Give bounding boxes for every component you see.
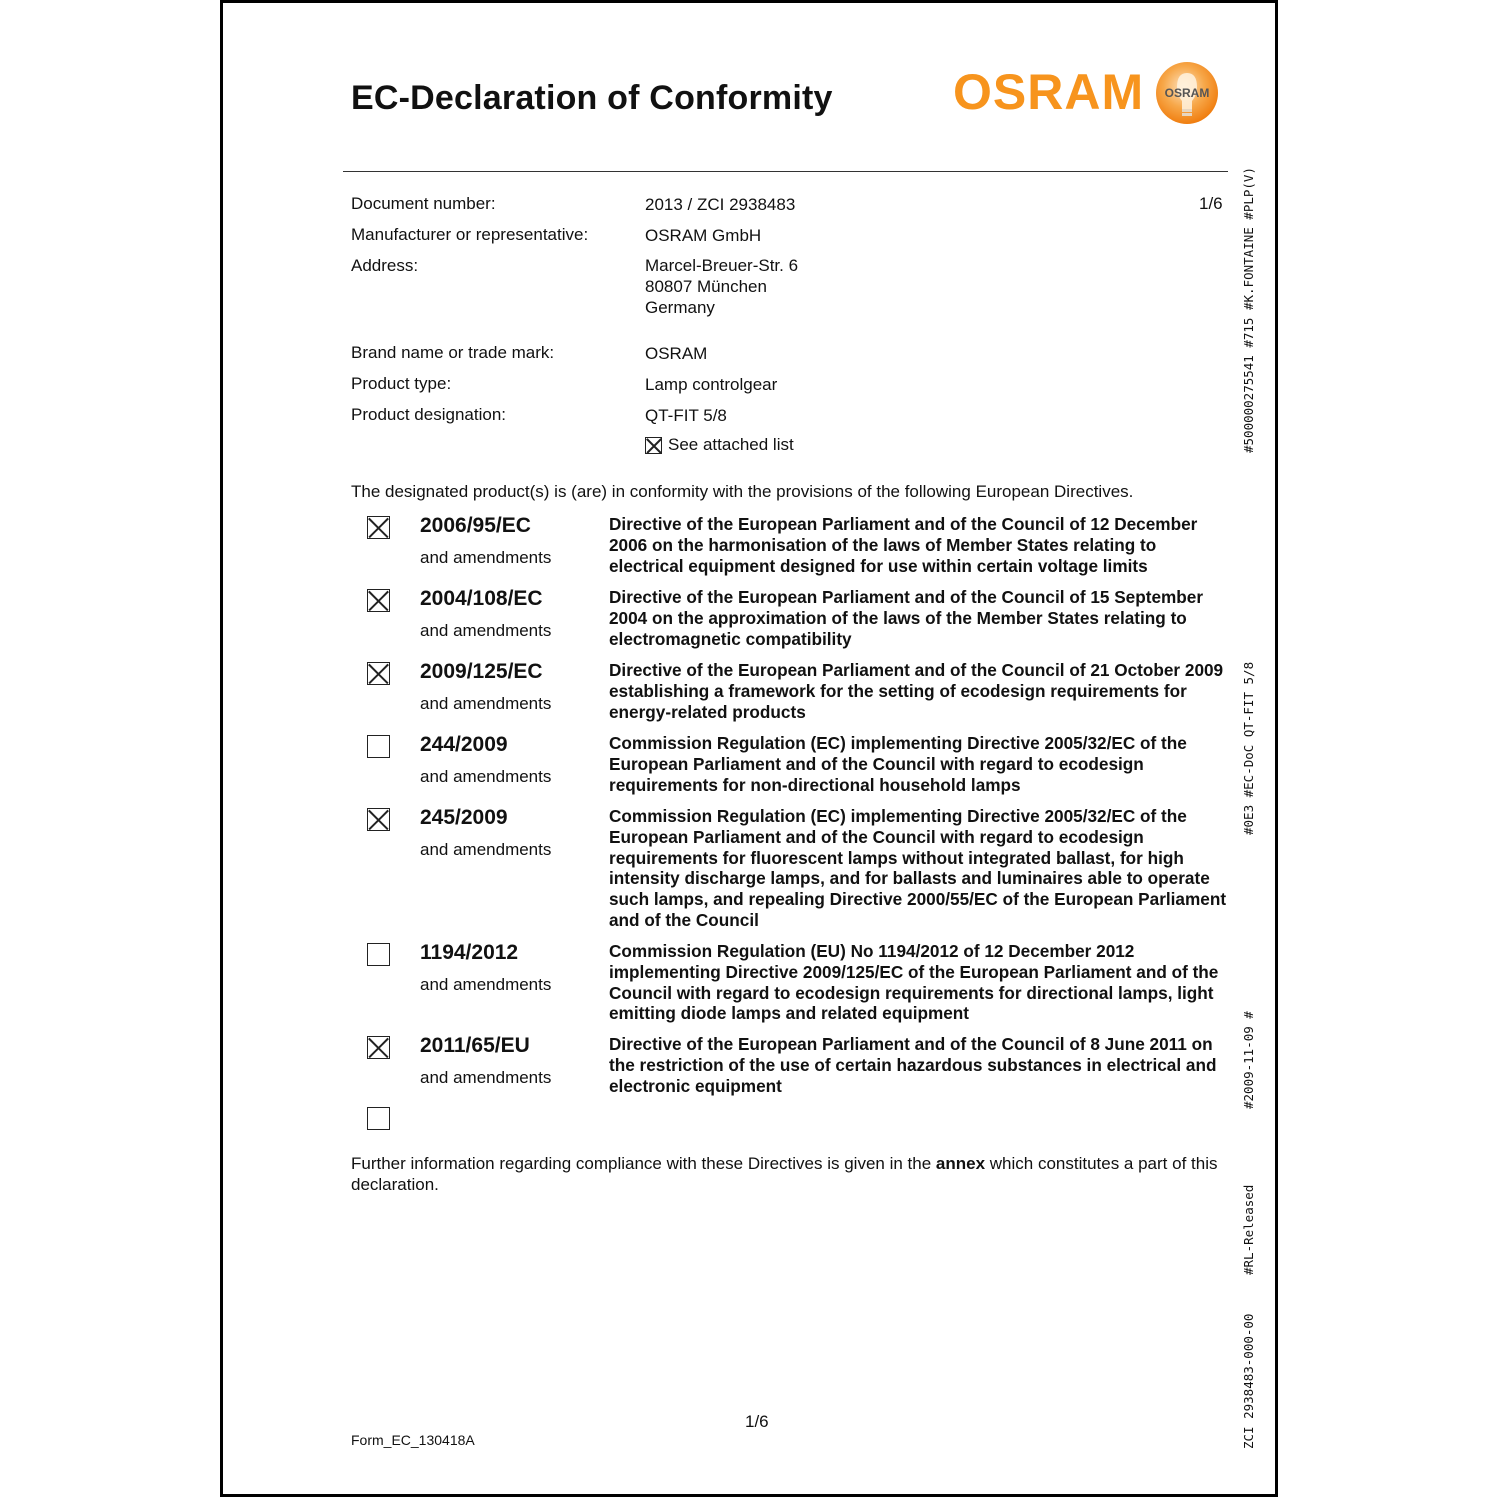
page-number: 1/6 [745, 1412, 769, 1431]
side-stamp-doc: #0E3 #EC-DoC QT-FIT 5/8 [1241, 661, 1256, 835]
address-line-street: Marcel-Breuer-Str. 6 [645, 256, 799, 275]
directive-amendments: and amendments [420, 1068, 552, 1087]
directive-amendments: and amendments [420, 767, 552, 786]
header-rule [343, 171, 1228, 172]
directive-code: 2004/108/EC [420, 587, 543, 610]
osram-logo [953, 55, 1223, 137]
product-designation-label: Product designation: [351, 405, 506, 424]
directive-code: 244/2009 [420, 733, 508, 756]
document-number-value: 2013 / ZCI 2938483 [645, 195, 796, 214]
brand-label: Brand name or trade mark: [351, 343, 555, 362]
directive-description: Commission Regulation (EU) No 1194/2012 of 12 December 2012 implementing Directive 2009/125/EC of the European Parliament and of the Council with regard to ecodesign requirements for directional lamps, light emitting diode lamps and related equipment [609, 941, 1219, 1024]
directive-amendments: and amendments [420, 975, 552, 994]
directive-amendments: and amendments [420, 840, 552, 859]
bulb-text: OSRAM [1164, 86, 1210, 100]
side-stamp-status: #RL-Released [1241, 1184, 1256, 1275]
document-page [220, 0, 1278, 1497]
address-value [645, 255, 798, 318]
directive-code: 2011/65/EU [420, 1034, 530, 1057]
document-number-label: Document number: [351, 194, 496, 213]
attached-list-option [645, 435, 794, 455]
manufacturer-label: Manufacturer or representative: [351, 225, 589, 244]
directive-checkbox[interactable] [367, 735, 390, 758]
directive-code: 2006/95/EC [420, 514, 531, 537]
directive-description: Directive of the European Parliament and of the Council of 21 October 2009 establishing a framework for the setting of ecodesign requirements for energy-related products [609, 660, 1224, 722]
attached-list-label: See attached list [668, 435, 794, 454]
address-line-city: 80807 München [645, 277, 767, 296]
lightbulb-logo-icon [1155, 57, 1219, 129]
attached-list-checkbox[interactable] [645, 437, 662, 454]
side-stamp-ref: ZCI 2938483-000-00 [1241, 1313, 1256, 1449]
directive-checkbox[interactable] [367, 808, 390, 831]
brand-value: OSRAM [645, 344, 708, 363]
directive-amendments: and amendments [420, 621, 552, 640]
side-stamp-id: #500000275541 #715 #K.FONTAINE #PLP(V) [1241, 167, 1256, 453]
further-text-end: which constitutes a part of this declaration. [351, 1154, 1218, 1194]
directive-amendments: and amendments [420, 548, 552, 567]
document-title: EC-Declaration of Conformity [351, 79, 833, 117]
address-label: Address: [351, 256, 419, 275]
manufacturer-value: OSRAM GmbH [645, 226, 762, 245]
logo-wordmark: OSRAM [953, 64, 1145, 120]
further-information [351, 1153, 1231, 1195]
directive-description: Directive of the European Parliament and of the Council of 8 June 2011 on the restriction of the use of certain hazardous substances in electrical and electronic equipment [609, 1034, 1217, 1096]
directive-code: 2009/125/EC [420, 660, 543, 683]
directive-code: 1194/2012 [420, 941, 519, 964]
directive-checkbox[interactable] [367, 589, 390, 612]
address-line-country: Germany [645, 298, 715, 317]
page-indicator: 1/6 [1199, 194, 1223, 213]
directive-description: Commission Regulation (EC) implementing Directive 2005/32/EC of the European Parliament and of the Council with regard to ecodesign requirements for non-directional household lamps [609, 733, 1187, 795]
directive-checkbox[interactable] [367, 1036, 390, 1059]
directive-checkbox[interactable] [367, 943, 390, 966]
product-type-label: Product type: [351, 374, 452, 393]
annex-emphasis: annex [935, 1154, 986, 1173]
directive-description: Commission Regulation (EC) implementing Directive 2005/32/EC of the European Parliament and of the Council with regard to ecodesign requirements for fluorescent lamps without integrated ballast, for high intensity discharge lamps, and for ballasts and luminaires able to operate such lamps, and repealing Directive 2000/55/EC of the European Parliament and of the Council [609, 806, 1227, 930]
directive-checkbox[interactable] [367, 662, 390, 685]
extra-directive-checkbox[interactable] [367, 1107, 390, 1130]
directive-code: 245/2009 [420, 806, 508, 829]
conformity-intro: The designated product(s) is (are) in conformity with the provisions of the following European Directives. [351, 482, 1134, 501]
product-type-value: Lamp controlgear [645, 375, 778, 394]
further-text: Further information regarding compliance with these Directives is given in the [351, 1154, 936, 1173]
form-code: Form_EC_130418A [351, 1432, 475, 1448]
side-stamp-date: #2009-11-09 # [1241, 1011, 1256, 1109]
product-designation-value: QT-FIT 5/8 [645, 406, 727, 425]
directive-description: Directive of the European Parliament and of the Council of 12 December 2006 on the harmonisation of the laws of Member States relating to electrical equipment designed for use within certain voltage limits [609, 514, 1198, 576]
directive-amendments: and amendments [420, 694, 552, 713]
directive-description: Directive of the European Parliament and of the Council of 15 September 2004 on the approximation of the laws of the Member States relating to electromagnetic compatibility [609, 587, 1204, 649]
directive-checkbox[interactable] [367, 516, 390, 539]
